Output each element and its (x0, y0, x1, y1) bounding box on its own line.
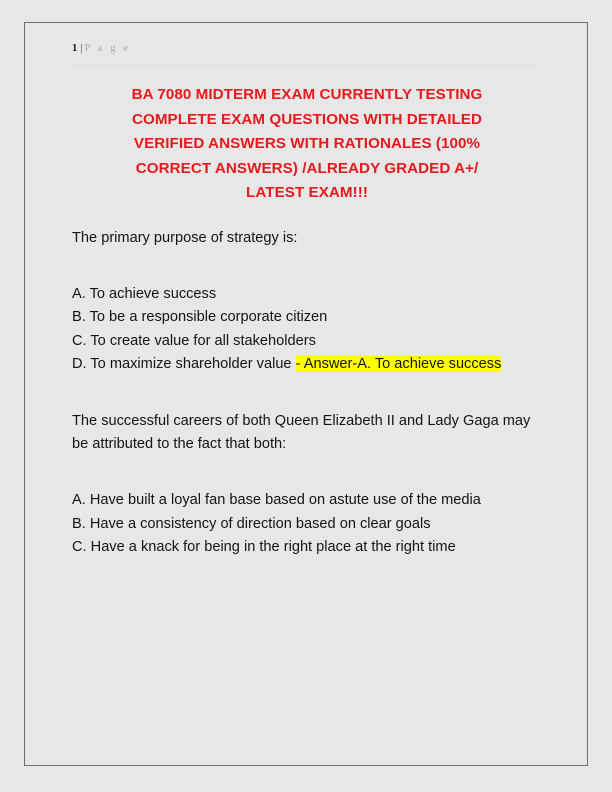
option-text: C. Have a knack for being in the right place at the right time (72, 539, 456, 555)
exam-title-line: LATEST EXAM!!! (246, 184, 368, 201)
option-item (72, 306, 542, 330)
header-divider-rule (72, 65, 542, 66)
page-content-area (72, 33, 542, 560)
option-item (72, 513, 542, 537)
exam-title-line: BA 7080 MIDTERM EXAM CURRENTLY TESTING (131, 86, 483, 103)
page-sheet (24, 22, 588, 766)
option-item (72, 353, 542, 377)
running-header (72, 33, 542, 61)
option-text: B. To be a responsible corporate citizen (72, 309, 328, 325)
header-page-label: P a g e (84, 43, 131, 54)
option-text: A. Have built a loyal fan base based on astute use of the media (72, 492, 481, 508)
question-options (72, 489, 542, 560)
exam-title-line: COMPLETE EXAM QUESTIONS WITH DETAILED (131, 110, 483, 128)
answer-highlight: - Answer-A. To achieve success (295, 356, 502, 372)
blank-line (72, 480, 542, 489)
option-text: B. Have a consistency of direction based on clear goals (72, 515, 431, 532)
option-item (72, 330, 542, 354)
option-text: A. To achieve success (72, 285, 217, 302)
blank-line (72, 274, 542, 283)
exam-title (72, 83, 542, 206)
blank-line (72, 250, 542, 274)
option-text: C. To create value for all stakeholders (72, 332, 316, 349)
header-page-number: 1 (72, 43, 78, 54)
question-block (72, 227, 542, 377)
exam-title-line: VERIFIED ANSWERS WITH RATIONALES (100% (133, 135, 481, 152)
question-stem: The primary purpose of strategy is: (72, 229, 298, 246)
question-options (72, 283, 542, 377)
header-separator: | (80, 42, 83, 54)
blank-line (72, 457, 542, 481)
question-stem: The successful careers of both Queen Elizabeth II and Lady Gaga may be attributed to the fact that both: (72, 412, 531, 452)
exam-title-line: CORRECT ANSWERS) /ALREADY GRADED A+/ (135, 159, 479, 177)
option-item (72, 489, 542, 513)
option-item (72, 283, 542, 307)
option-text: D. To maximize shareholder value (72, 356, 296, 372)
option-item (72, 536, 542, 560)
question-block (72, 410, 542, 560)
exam-body (72, 227, 542, 560)
block-gap (72, 377, 542, 410)
